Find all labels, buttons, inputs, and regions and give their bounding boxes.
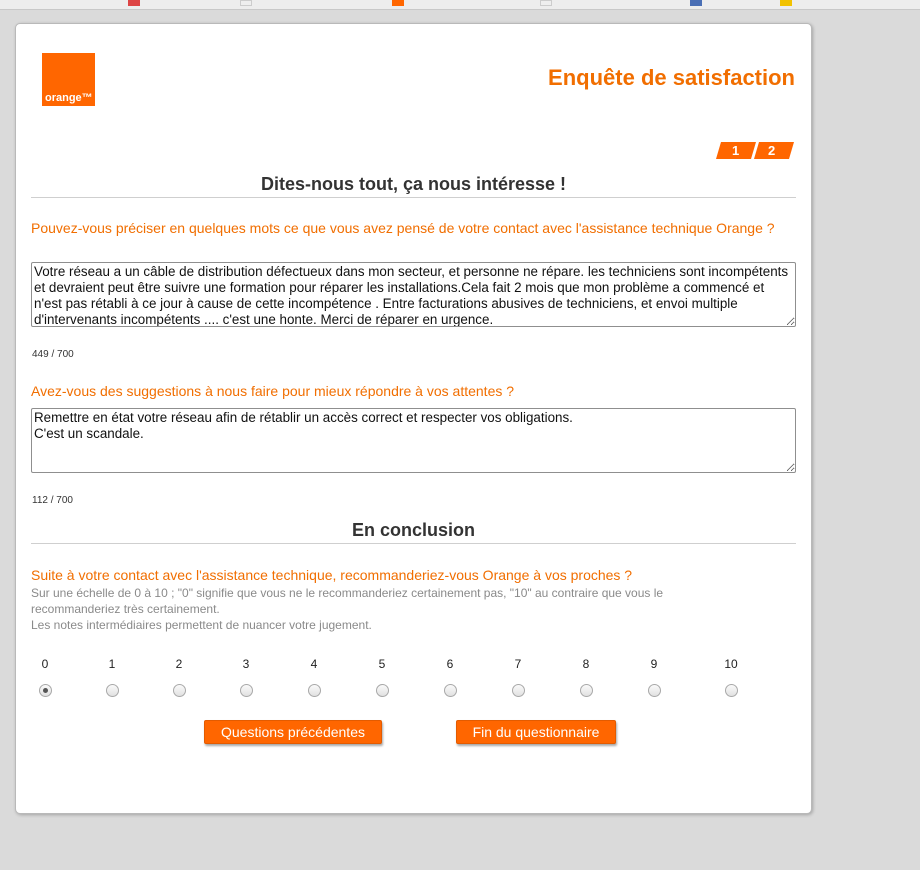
- scale-radio-7[interactable]: [512, 684, 525, 697]
- scale-radio-10[interactable]: [725, 684, 738, 697]
- scale-label-2: 2: [175, 657, 183, 671]
- finish-survey-button[interactable]: Fin du questionnaire: [456, 720, 616, 744]
- scale-label-1: 1: [108, 657, 116, 671]
- bookmark-icon[interactable]: [780, 0, 792, 6]
- scale-label-7: 7: [514, 657, 522, 671]
- previous-questions-button[interactable]: Questions précédentes: [204, 720, 382, 744]
- scale-radio-8[interactable]: [580, 684, 593, 697]
- scale-label-4: 4: [310, 657, 318, 671]
- scale-label-0: 0: [41, 657, 49, 671]
- page-indicator: [716, 142, 794, 159]
- scale-label-5: 5: [378, 657, 386, 671]
- survey-card: [15, 23, 812, 814]
- bookmark-icon[interactable]: [690, 0, 702, 6]
- scale-radio-0[interactable]: [39, 684, 52, 697]
- bookmark-icon[interactable]: [240, 0, 252, 6]
- scale-radio-3[interactable]: [240, 684, 253, 697]
- question-suggestions-label: Avez-vous des suggestions à nous faire pour mieux répondre à vos attentes ?: [31, 383, 515, 399]
- scale-radio-1[interactable]: [106, 684, 119, 697]
- scale-label-10: 10: [724, 657, 738, 671]
- logo-text: orange™: [45, 92, 93, 104]
- section-title-intro: Dites-nous tout, ça nous intéresse !: [31, 174, 796, 198]
- page-title: Enquête de satisfaction: [548, 65, 795, 90]
- scale-radio-9[interactable]: [648, 684, 661, 697]
- scale-radio-4[interactable]: [308, 684, 321, 697]
- scale-label-6: 6: [446, 657, 454, 671]
- scale-radio-5[interactable]: [376, 684, 389, 697]
- contact-answer-textarea[interactable]: [31, 262, 796, 327]
- bookmark-icon[interactable]: [540, 0, 552, 6]
- question-contact-label: Pouvez-vous préciser en quelques mots ce que vous avez pensé de votre contact avec l'assistance technique Orange ?: [31, 220, 775, 236]
- bookmark-icon[interactable]: [392, 0, 404, 6]
- total-page-number: 2: [768, 143, 776, 158]
- suggestions-answer-counter: 112 / 700: [32, 495, 73, 506]
- suggestions-answer-textarea[interactable]: [31, 408, 796, 473]
- current-page-number: 1: [732, 143, 740, 158]
- section-title-conclusion: En conclusion: [31, 520, 796, 544]
- scale-label-3: 3: [242, 657, 250, 671]
- scale-label-8: 8: [582, 657, 590, 671]
- orange-logo: [42, 53, 95, 106]
- page-indicator-background: [716, 142, 794, 159]
- recommend-hint-scale: Sur une échelle de 0 à 10 ; "0" signifie que vous ne le recommanderiez certainement pas, "10" au contraire que vous le recommanderiez très certainement.: [31, 586, 664, 616]
- browser-bookmarks-bar: [0, 0, 920, 10]
- recommend-hint-nuance: Les notes intermédiaires permettent de nuancer votre jugement.: [31, 618, 372, 632]
- question-recommend-label: Suite à votre contact avec l'assistance technique, recommanderiez-vous Orange à vos proches ?: [31, 567, 633, 583]
- scale-radio-2[interactable]: [173, 684, 186, 697]
- contact-answer-counter: 449 / 700: [32, 349, 74, 360]
- scale-label-9: 9: [650, 657, 658, 671]
- bookmark-icon[interactable]: [128, 0, 140, 6]
- scale-radio-6[interactable]: [444, 684, 457, 697]
